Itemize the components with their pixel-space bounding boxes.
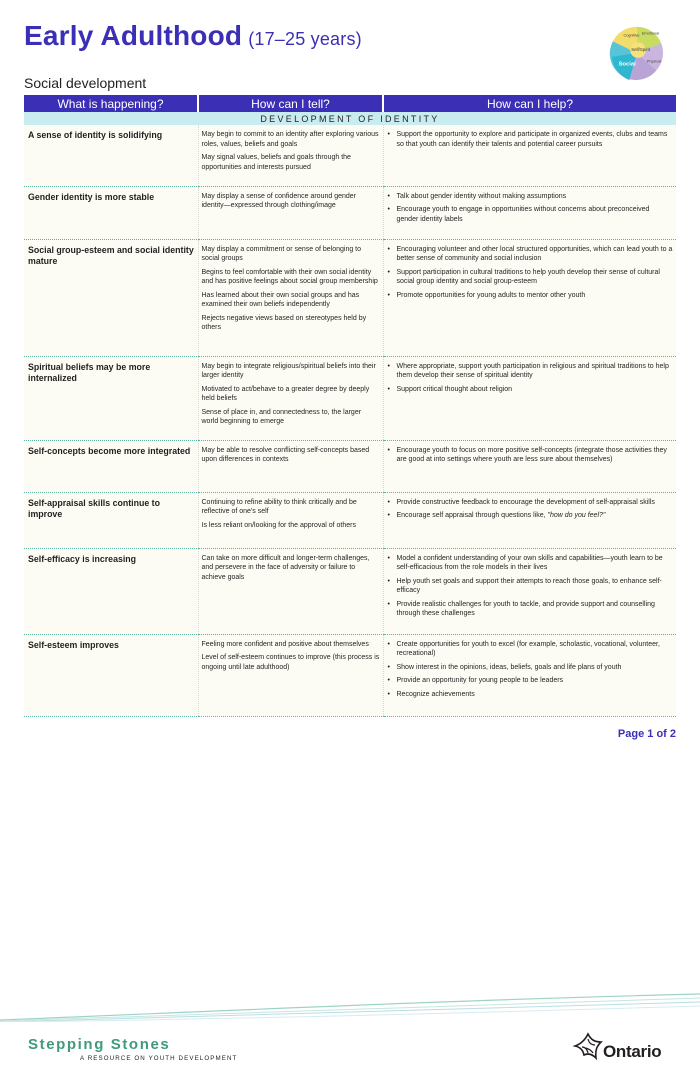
page-indicator: Page 1 of 2 (617, 728, 676, 740)
row-aspect: Self-efficacy is increasing (24, 548, 198, 634)
column-header-tell: How can I tell? (198, 95, 383, 112)
row-help (383, 492, 676, 548)
page-title (24, 20, 362, 52)
table-row (24, 186, 676, 239)
decorative-waves (0, 992, 700, 1022)
row-signs (198, 125, 383, 186)
sign-text: Can take on more difficult and longer-term challenges, and persevere in the face of adversity or failure to achieve goals (201, 554, 370, 581)
table-row (24, 239, 676, 356)
row-signs (198, 239, 383, 356)
sign-text: Feeling more confident and positive about themselves (201, 640, 369, 648)
sign-text: Is less reliant on/looking for the approval of others (201, 521, 356, 529)
row-signs (198, 186, 383, 239)
row-signs (198, 356, 383, 440)
age-range: (17–25 years) (248, 29, 362, 49)
row-aspect: Self-esteem improves (24, 634, 198, 716)
help-item: • Create opportunities for youth to excel (for example, scholastic, vocational, volunteer, recreational) (387, 640, 674, 659)
row-aspect: A sense of identity is solidifying (24, 125, 198, 186)
brand-tagline: A RESOURCE ON YOUTH DEVELOPMENT (80, 1055, 238, 1062)
sign-text: Has learned about their own social groups and has examined their own beliefs independently (201, 291, 360, 308)
row-signs (198, 548, 383, 634)
sign-text: May display a sense of confidence around gender identity—expressed through clothing/image (201, 192, 356, 209)
sign-text: Motivated to act/behave to a greater degree by deeply held beliefs (201, 385, 370, 402)
help-item: • Encouraging volunteer and other local structured opportunities, which can lead youth to a better sense of community and social inclusion (387, 245, 674, 264)
help-item: • Provide constructive feedback to encourage the development of self-appraisal skills (387, 498, 674, 508)
row-signs (198, 440, 383, 492)
row-signs (198, 634, 383, 716)
section-subtitle: Social development (24, 75, 147, 91)
help-item: • Support participation in cultural traditions to help youth develop their sense of cultural social group identity and social group-esteem (387, 268, 674, 287)
column-header-what: What is happening? (24, 95, 198, 112)
row-signs (198, 492, 383, 548)
sign-text: Level of self-esteem continues to improve (this process is ongoing until late adulthood) (201, 654, 380, 671)
row-help (383, 548, 676, 634)
trillium-icon (573, 1032, 603, 1062)
development-table (24, 95, 676, 717)
sign-text: May display a commitment or sense of belonging to social groups (201, 245, 362, 262)
help-item: • Show interest in the opinions, ideas, beliefs, goals and life plans of youth (387, 663, 674, 673)
help-item: • Encourage youth to focus on more positive self-concepts (integrate those activities they are good at into settings where youth are less sure about themselves) (387, 446, 674, 465)
brand-logo: Stepping Stones (28, 1036, 171, 1053)
table-row (24, 548, 676, 634)
row-help (383, 440, 676, 492)
table-row (24, 440, 676, 492)
help-text: Encourage self appraisal through questions like, (396, 512, 548, 519)
help-item: • Support the opportunity to explore and participate in organized events, clubs and teams so that youth can identify their talents and potential career pursuits (387, 130, 674, 149)
wheel-label-social: Social (618, 61, 636, 68)
section-band (24, 112, 676, 125)
help-item: • Recognize achievements (387, 690, 674, 700)
row-aspect: Social group-esteem and social identity mature (24, 239, 198, 356)
row-aspect: Gender identity is more stable (24, 186, 198, 239)
sign-text: May begin to commit to an identity after exploring various roles, values, beliefs and goals (201, 131, 379, 148)
help-item: • Support critical thought about religion (387, 385, 674, 395)
help-item (387, 511, 674, 521)
sign-text: Rejects negative views based on stereotypes held by others (201, 314, 367, 331)
sign-text: May be able to resolve conflicting self-concepts based upon differences in contexts (201, 446, 370, 463)
table-row (24, 356, 676, 440)
section-title: DEVELOPMENT OF IDENTITY (24, 112, 676, 125)
help-item: • Help youth set goals and support their attempts to reach those goals, to enhance self-efficacy (387, 577, 674, 596)
wheel-label-cognitive: Cognitive (623, 33, 640, 38)
sign-text: Begins to feel comfortable with their own social identity and has positive feelings about social group membership (201, 268, 378, 285)
table-row (24, 634, 676, 716)
help-item: • Where appropriate, support youth participation in religious and spiritual traditions to help them develop their sense of spiritual identity (387, 362, 674, 381)
row-aspect: Self-appraisal skills continue to improve (24, 492, 198, 548)
row-help (383, 239, 676, 356)
table-header-row (24, 95, 676, 112)
row-aspect: Self-concepts become more integrated (24, 440, 198, 492)
table-row (24, 125, 676, 186)
row-help (383, 356, 676, 440)
wheel-label-emotional: Emotional (641, 31, 660, 36)
help-item: • Promote opportunities for young adults to mentor other youth (387, 291, 674, 301)
help-item: • Provide realistic challenges for youth to tackle, and provide support and counselling through these challenges (387, 600, 674, 619)
sign-text: Continuing to refine ability to think critically and be reflective of one's self (201, 498, 357, 515)
table-row (24, 492, 676, 548)
wheel-label-selfspirit: Self/Spirit (631, 47, 650, 53)
title-text: Early Adulthood (24, 20, 243, 51)
help-question: "how do you feel?" (547, 512, 606, 519)
ontario-wordmark: Ontario (603, 1042, 662, 1061)
sign-text: May begin to integrate religious/spiritual beliefs into their larger identity (201, 362, 376, 379)
sign-text: May signal values, beliefs and goals through the opportunities and interests pursued (201, 154, 351, 171)
help-item: • Provide an opportunity for young people to be leaders (387, 676, 674, 686)
help-item: • Model a confident understanding of your own skills and capabilities—youth learn to be self-efficacious from the role models in their lives (387, 554, 674, 573)
row-aspect: Spiritual beliefs may be more internalized (24, 356, 198, 440)
development-wheel-icon (608, 24, 666, 82)
row-help (383, 186, 676, 239)
wheel-label-physical: Physical (646, 59, 662, 64)
sign-text: Sense of place in, and connectedness to, the larger world beginning to emerge (201, 408, 362, 425)
row-help (383, 634, 676, 716)
help-item: • Encourage youth to engage in opportunities without concerns about preconceived gender identity labels (387, 205, 674, 224)
ontario-logo (573, 1032, 661, 1062)
row-help (383, 125, 676, 186)
help-item: • Talk about gender identity without making assumptions (387, 192, 674, 202)
column-header-help: How can I help? (383, 95, 676, 112)
